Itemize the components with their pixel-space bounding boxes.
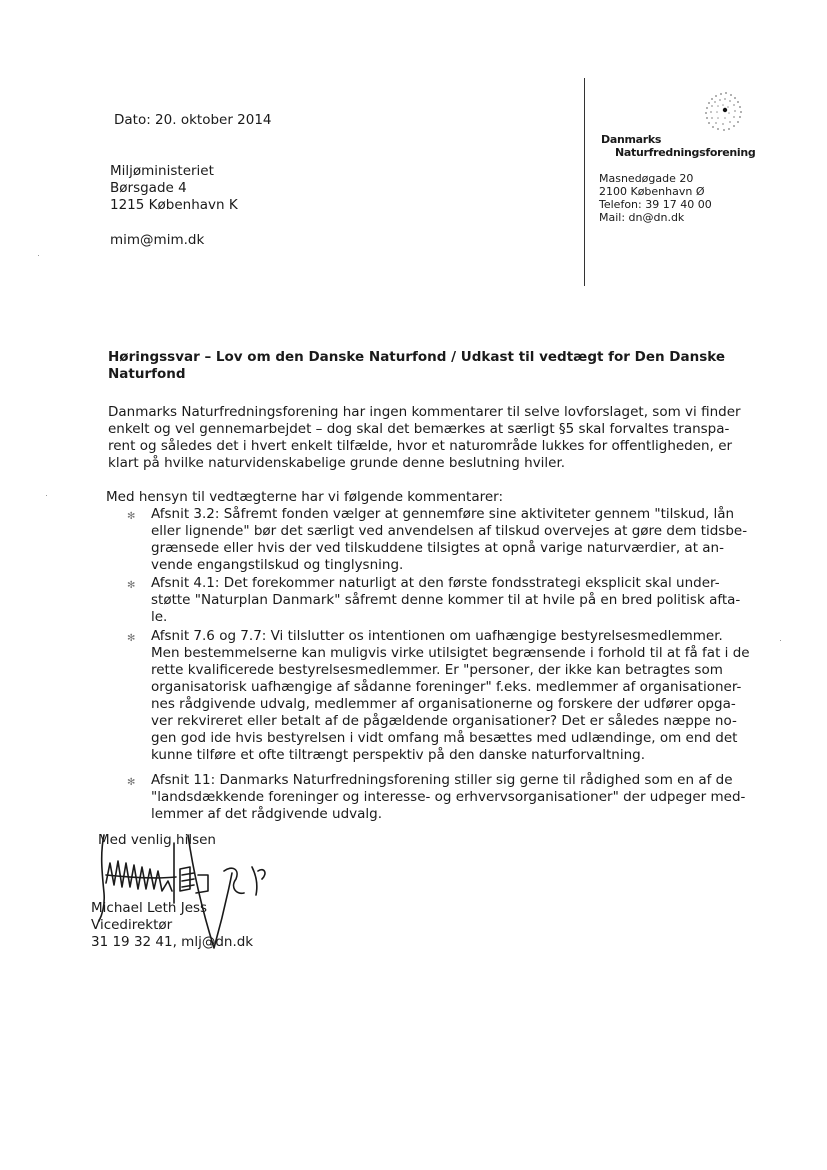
- bullet-icon: ✻: [127, 777, 136, 788]
- signer-block: [91, 900, 253, 951]
- comment-line: støtte "Naturplan Danmark" såfremt denne kommer til at hvile på en bred politisk afta-: [151, 592, 741, 608]
- signer-title: Vicedirektør: [91, 917, 173, 933]
- comments-lead: Med hensyn til vedtægterne har vi følgende kommentarer:: [106, 489, 504, 505]
- sender-address-line: Masnedøgade 20: [599, 172, 694, 185]
- scan-speck: [38, 255, 39, 256]
- recipient-email: mim@mim.dk: [110, 232, 205, 248]
- comment-text: [151, 575, 740, 626]
- comment-line: vende engangstilskud og tinglysning.: [151, 557, 404, 573]
- comment-line: Men bestemmelserne kan muligvis virke utilsigtet begrænsende i forhold til at få fat i de: [151, 645, 750, 661]
- bullet-icon: ✻: [127, 580, 136, 591]
- recipient-line: Børsgade 4: [110, 180, 187, 196]
- comment-line: Afsnit 11: Danmarks Naturfredningsforening stiller sig gerne til rådighed som en af de: [151, 772, 733, 788]
- closing-greeting: Med venlig hilsen: [98, 832, 216, 848]
- comment-text: [151, 628, 750, 764]
- paragraph-line: rent og således det i hvert enkelt tilfælde, hvor et naturområde lukkes for offentligheden, er: [108, 438, 733, 454]
- sender-address-line: Mail: dn@dn.dk: [599, 211, 685, 224]
- comment-text: [151, 772, 745, 823]
- comment-line: organisatorisk uafhængige af sådanne foreninger" f.eks. medlemmer af organisationer-: [151, 679, 742, 695]
- scan-speck: [780, 640, 781, 641]
- paragraph-line: Danmarks Naturfredningsforening har ingen kommentarer til selve lovforslaget, som vi finder: [108, 404, 741, 420]
- comment-line: Afsnit 7.6 og 7.7: Vi tilslutter os intentionen om uafhængige bestyrelsesmedlemmer.: [151, 628, 723, 644]
- recipient-address: [110, 163, 238, 214]
- letter-subject: [108, 349, 748, 383]
- header-divider: [584, 78, 585, 286]
- sender-address-line: 2100 København Ø: [599, 185, 705, 198]
- comment-line: lemmer af det rådgivende udvalg.: [151, 806, 383, 822]
- paragraph-line: klart på hvilke naturvidenskabelige grunde denne beslutning hviler.: [108, 455, 566, 471]
- comment-line: kunne tilføre et ofte tiltrængt perspektiv på den danske naturforvaltning.: [151, 747, 646, 763]
- comment-line: nes rådgivende udvalg, medlemmer af organisationerne og forskere der udfører opga-: [151, 696, 736, 712]
- recipient-line: Miljøministeriet: [110, 163, 214, 179]
- org-name: [601, 133, 755, 159]
- recipient-line: 1215 København K: [110, 197, 238, 213]
- comment-line: ver rekvireret eller betalt af de pågældende organisationer? Det er således næppe no-: [151, 713, 737, 729]
- comment-line: "landsdækkende foreninger og interesse- og erhvervsorganisationer" der udpeger med-: [151, 789, 746, 805]
- comment-text: [151, 506, 747, 574]
- subject-line: Høringssvar – Lov om den Danske Naturfond / Udkast til vedtægt for Den Danske: [108, 349, 726, 365]
- comment-line: gen god ide hvis bestyrelsen i vidt omfang må besættes med udlændinge, om end det: [151, 730, 738, 746]
- comment-line: eller lignende" bør det særligt ved anvendelsen af tilskud overvejes at gøre dem tidsbe-: [151, 523, 748, 539]
- signer-name: Michael Leth Jess: [91, 900, 208, 916]
- bullet-icon: ✻: [127, 511, 136, 522]
- intro-paragraph: [108, 404, 748, 472]
- comment-line: le.: [151, 609, 168, 625]
- bullet-icon: ✻: [127, 633, 136, 644]
- comment-line: grænsede eller hvis der ved tilskuddene tilsigtes at opnå varige naturværdier, at an-: [151, 540, 724, 556]
- signer-contact: 31 19 32 41, mlj@dn.dk: [91, 934, 254, 950]
- org-name-line: Naturfredningsforening: [615, 146, 756, 159]
- sender-address: [599, 172, 712, 224]
- comment-line: Afsnit 3.2: Såfremt fonden vælger at gennemføre sine aktiviteter gennem "tilskud, lån: [151, 506, 735, 522]
- scan-speck: [46, 495, 47, 496]
- letter-date: Dato: 20. oktober 2014: [114, 112, 272, 128]
- paragraph-line: enkelt og vel gennemarbejdet – dog skal det bemærkes at særligt §5 skal forvaltes transpa-: [108, 421, 730, 437]
- sender-address-line: Telefon: 39 17 40 00: [599, 198, 712, 211]
- comment-line: rette kvalificerede bestyrelsesmedlemmer. Er "personer, der ikke kan betragtes som: [151, 662, 723, 678]
- subject-line: Naturfond: [108, 366, 186, 382]
- org-name-line: Danmarks: [601, 133, 662, 146]
- org-logo-icon: [696, 88, 746, 134]
- comment-line: Afsnit 4.1: Det forekommer naturligt at den første fondsstrategi eksplicit skal under-: [151, 575, 720, 591]
